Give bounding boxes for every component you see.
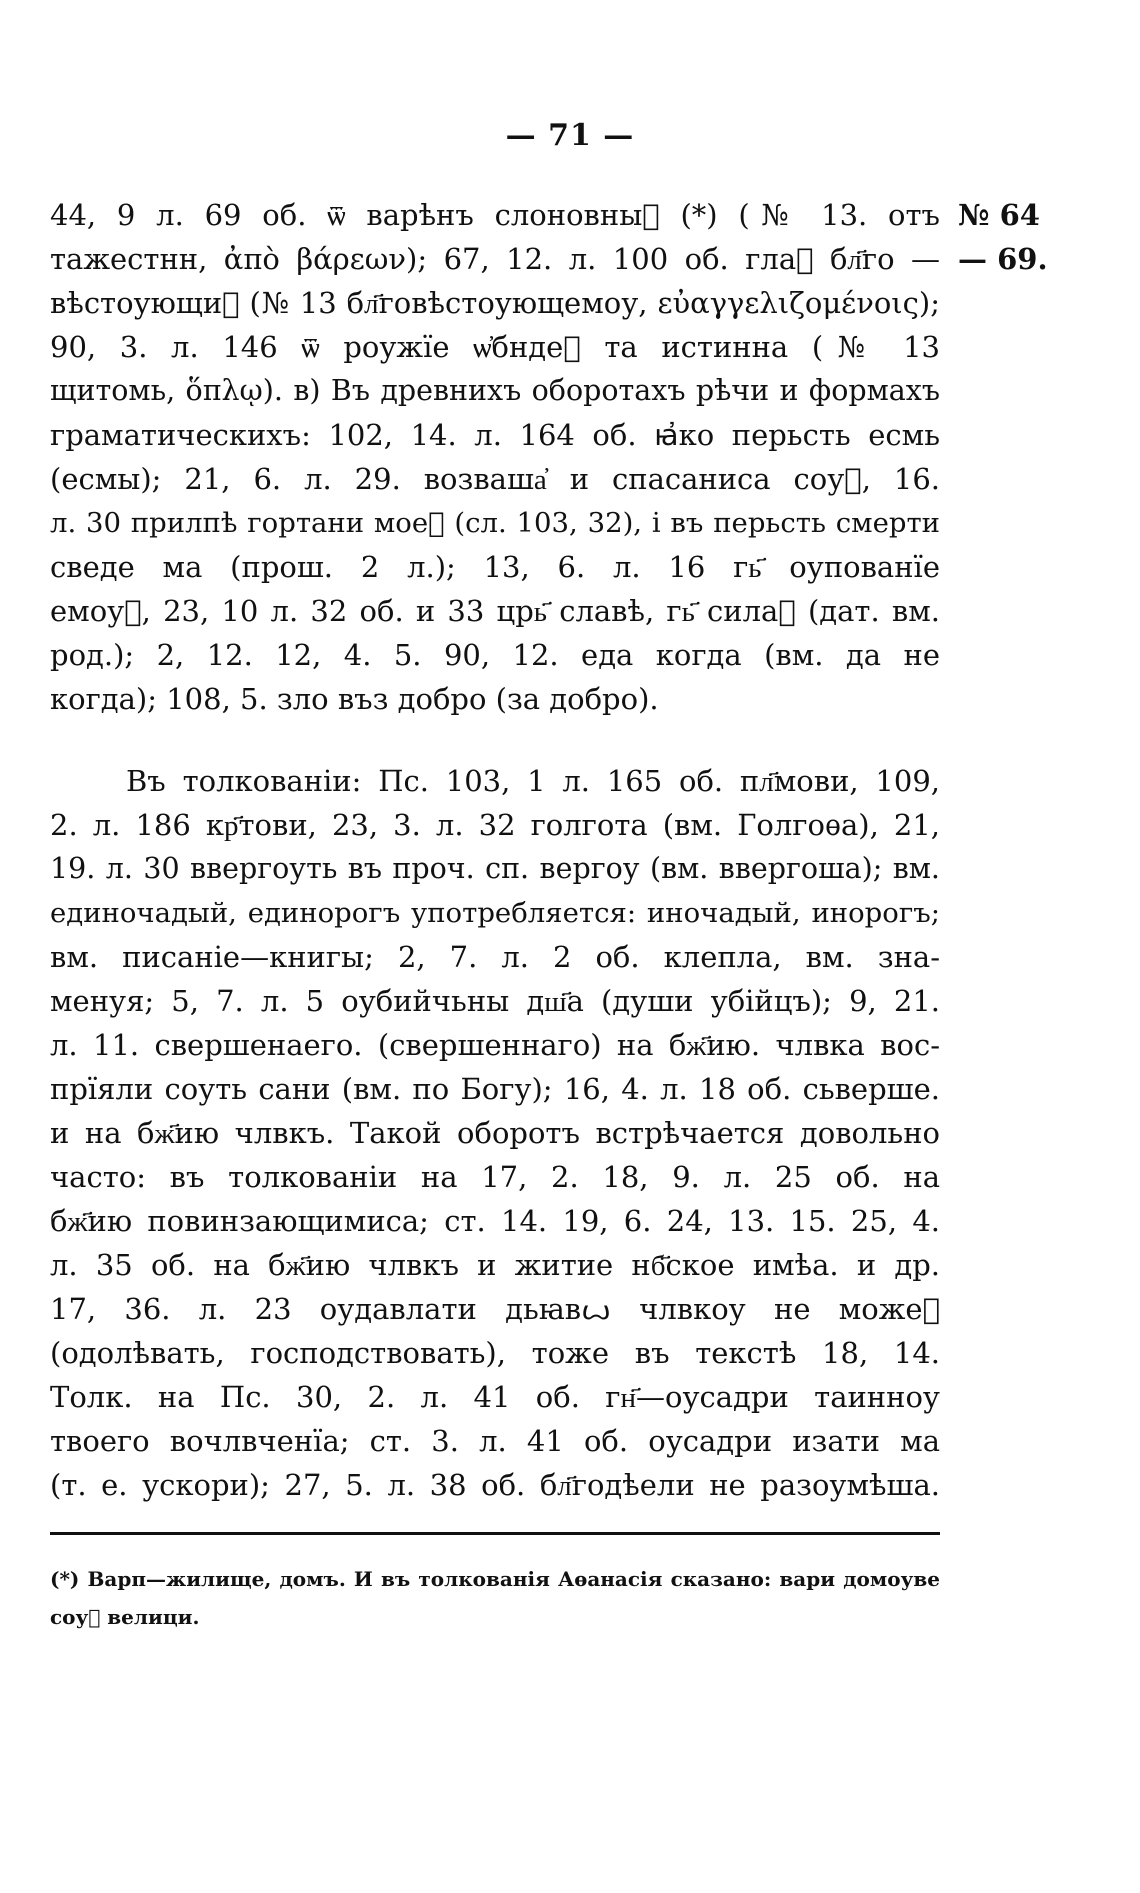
text-line: когда); 108, 5. зло въз добро (за добро). [50, 682, 659, 716]
text-line: твоего вочлвченїа; ст. 3. л. 41 об. оусадри изати ма [50, 1424, 940, 1458]
text-line: 90, 3. л. 146 ѿ роужїе ѡ҆бндеⷮ та истинна (№ 13 [50, 330, 940, 364]
text-line: прїяли соуть сани (вм. по Богу); 16, 4. л. 18 об. сьверше. [50, 1072, 940, 1106]
paragraph-main [50, 193, 940, 721]
text-line: (есмы); 21, 6. л. 29. возваша҆ и спасаниса соуⷮ, 16. [50, 462, 940, 496]
footnote-line: соуⷮ велици. [50, 1605, 200, 1629]
text-line: 19. л. 30 ввергоуть въ проч. сп. вергоу (вм. ввергоша); вм. [50, 852, 940, 885]
text-line: (одолѣвать, господствовать), тоже въ текстѣ 18, 14. [50, 1336, 940, 1370]
text-line: Толк. на Пс. 30, 2. л. 41 об. гн҃—оусадри таинноу [50, 1380, 940, 1414]
text-line: щитомь, ὅπλῳ). в) Въ древнихъ оборотахъ рѣчи и формахъ [50, 374, 940, 407]
text-line: бж҃ию повинзающимиса; ст. 14. 19, 6. 24, 13. 15. 25, 4. [50, 1204, 940, 1238]
text-line: род.); 2, 12. 12, 4. 5. 90, 12. еда когда (вм. да не [50, 638, 940, 672]
text-line: сведе ма (прош. 2 л.); 13, 6. л. 16 гь҃ оупованїе [50, 550, 940, 584]
text-line: емоуⷷ, 23, 10 л. 32 об. и 33 црь҃ славѣ, гь҃ силаⷨ (дат. вм. [50, 594, 940, 628]
text-line: л. 30 прилпѣ гортани моеⷨ (сл. 103, 32), і въ перьсть смерти [50, 507, 940, 539]
margin-note: — 69. [958, 242, 1048, 276]
margin-note: № 64 [958, 198, 1040, 232]
footnote-line: (*) Варп—жилище, домъ. И въ толкованія Аѳанасія сказано: вари домоуве [50, 1567, 940, 1591]
footnote-divider [50, 1532, 940, 1535]
text-line: единочадый, единорогъ употребляется: иночадый, инорогъ; [50, 897, 940, 929]
paragraph-commentary [50, 759, 940, 1507]
text-line: вѣстоующиⷯ (№ 13 бл҃говѣстоующемоу, εὐαγγελιζομένοις); [50, 286, 940, 320]
text-line: 17, 36. л. 23 оудавлати дьꙗвꙍ члвкоу не можеⷮ [50, 1292, 940, 1326]
text-line: менуя; 5, 7. л. 5 оубийчьны дш҃а (души убійцъ); 9, 21. [50, 984, 940, 1018]
text-line: (т. е. ускори); 27, 5. л. 38 об. бл҃годѣели не разоумѣша. [50, 1468, 940, 1502]
text-line: 44, 9 л. 69 об. ѿ варѣнъ слоновныⷯ (*) (№ 13. отъ [50, 198, 940, 232]
text-line: тажестнн, ἀπὸ βάρεων); 67, 12. л. 100 об. глаⷭ бл҃го — [50, 242, 940, 276]
text-line: 2. л. 186 кр҃тови, 23, 3. л. 32 голгота (вм. Голгоѳа), 21, [50, 808, 940, 842]
page-number: — 71 — [505, 118, 635, 153]
footnote [50, 1560, 940, 1636]
text-line: вм. писаніе—книгы; 2, 7. л. 2 об. клепла, вм. зна- [50, 940, 940, 974]
text-line: л. 35 об. на бж҃ию члвкъ и житие нб҃ское имѣа. и др. [50, 1248, 940, 1282]
text-line: часто: въ толкованіи на 17, 2. 18, 9. л. 25 об. на [50, 1160, 940, 1194]
text-line: л. 11. свершенаего. (свершеннаго) на бж҃ию. члвка вос- [50, 1028, 940, 1062]
text-line: Въ толкованіи: Пс. 103, 1 л. 165 об. пл҃мови, 109, [126, 764, 940, 798]
text-line: и на бж҃ию члвкъ. Такой оборотъ встрѣчается довольно [50, 1116, 940, 1150]
text-line: граматическихъ: 102, 14. л. 164 об. ꙗ҆ко перьсть есмь [50, 418, 940, 452]
